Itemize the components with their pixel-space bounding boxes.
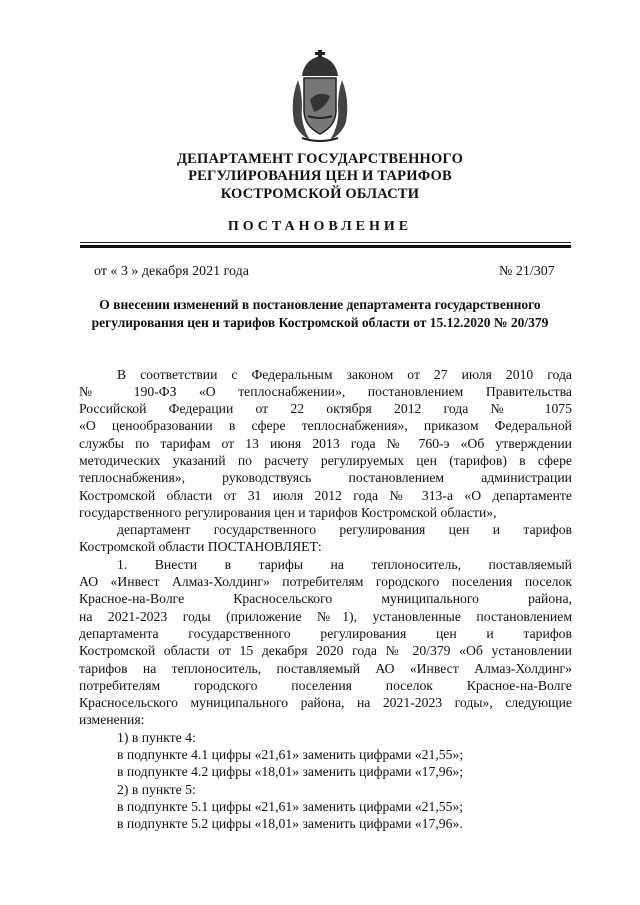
document-number: № 21/307 [499, 264, 555, 279]
resolve-line: департамент государственного регулирования цен и тарифов [117, 522, 572, 537]
item-1-line: АО «Инвест Алмаз-Холдинг» потребителям городского поселения поселок [79, 574, 572, 589]
header-divider-thick [80, 245, 571, 248]
subject-line-2: регулирования цен и тарифов Костромской области от 15.12.2020 № 20/379 [91, 315, 549, 330]
preamble-line: методических указаний по расчету регулируемых цен (тарифов) в сфере [79, 453, 572, 468]
subitem-line: 2) в пункте 5: [117, 782, 196, 797]
coat-of-arms-emblem [288, 50, 352, 144]
subitem-line: в подпункте 4.2 цифры «18,01» заменить цифрами «17,96»; [117, 764, 464, 779]
subject-line-1: О внесении изменений в постановление департамента государственного [99, 297, 541, 312]
preamble-line: теплоснабжения», руководствуясь постановлением администрации [79, 470, 572, 485]
item-1-line: 1. Внести в тарифы на теплоноситель, поставляемый [117, 557, 572, 572]
department-title-line-1: ДЕПАРТАМЕНТ ГОСУДАРСТВЕННОГО [176, 151, 464, 167]
preamble-line: службы по тарифам от 13 июня 2013 года № 760-э «Об утверждении [79, 436, 572, 451]
preamble-line: Российской Федерации от 22 октября 2012 года № 1075 [79, 401, 572, 416]
preamble-line: № 190-ФЗ «О теплоснабжении», постановлением Правительства [79, 384, 572, 399]
item-1-line: на 2021-2023 годы (приложение №1), установленные постановлением [79, 609, 572, 624]
preamble-line: В соответствии с Федеральным законом от 27 июля 2010 года [117, 367, 572, 382]
subitem-line: в подпункте 5.2 цифры «18,01» заменить цифрами «17,96». [117, 816, 463, 831]
department-title-line-2: РЕГУЛИРОВАНИЯ ЦЕН И ТАРИФОВ [188, 168, 452, 184]
document-type-heading: ПОСТАНОВЛЕНИЕ [227, 219, 413, 234]
item-1-line: Костромской области от 15 декабря 2020 года № 20/379 «Об установлении [79, 643, 572, 658]
item-1-line: тарифов на теплоноситель, поставляемый АО «Инвест Алмаз-Холдинг» [79, 661, 572, 676]
resolve-line: Костромской области ПОСТАНОВЛЯЕТ: [79, 539, 322, 554]
preamble-line: «О ценообразовании в сфере теплоснабжения», приказом Федеральной [79, 418, 572, 433]
department-title-line-3: КОСТРОМСКОЙ ОБЛАСТИ [220, 186, 420, 202]
preamble-line: государственного регулирования цен и тарифов Костромской области», [79, 505, 497, 520]
item-1-line: потребителям городского поселения поселок Красное-на-Волге [79, 678, 572, 693]
header-divider-thin [80, 242, 571, 243]
preamble-line: Костромской области от 31 июля 2012 года № 313-а «О департаменте [79, 488, 572, 503]
item-1-line: департамента государственного регулирования цен и тарифов [79, 626, 572, 641]
subitem-line: в подпункте 5.1 цифры «21,61» заменить цифрами «21,55»; [117, 799, 464, 814]
subitem-line: в подпункте 4.1 цифры «21,61» заменить цифрами «21,55»; [117, 747, 464, 762]
subitem-line: 1) в пункте 4: [117, 730, 196, 745]
item-1-line: Красное-на-Волге Красносельского муниципального района, [79, 591, 572, 606]
item-1-line: изменения: [79, 712, 145, 727]
item-1-line: Красносельского муниципального района, на 2021-2023 годы», следующие [79, 695, 572, 710]
document-date: от « 3 » декабря 2021 года [94, 264, 249, 279]
